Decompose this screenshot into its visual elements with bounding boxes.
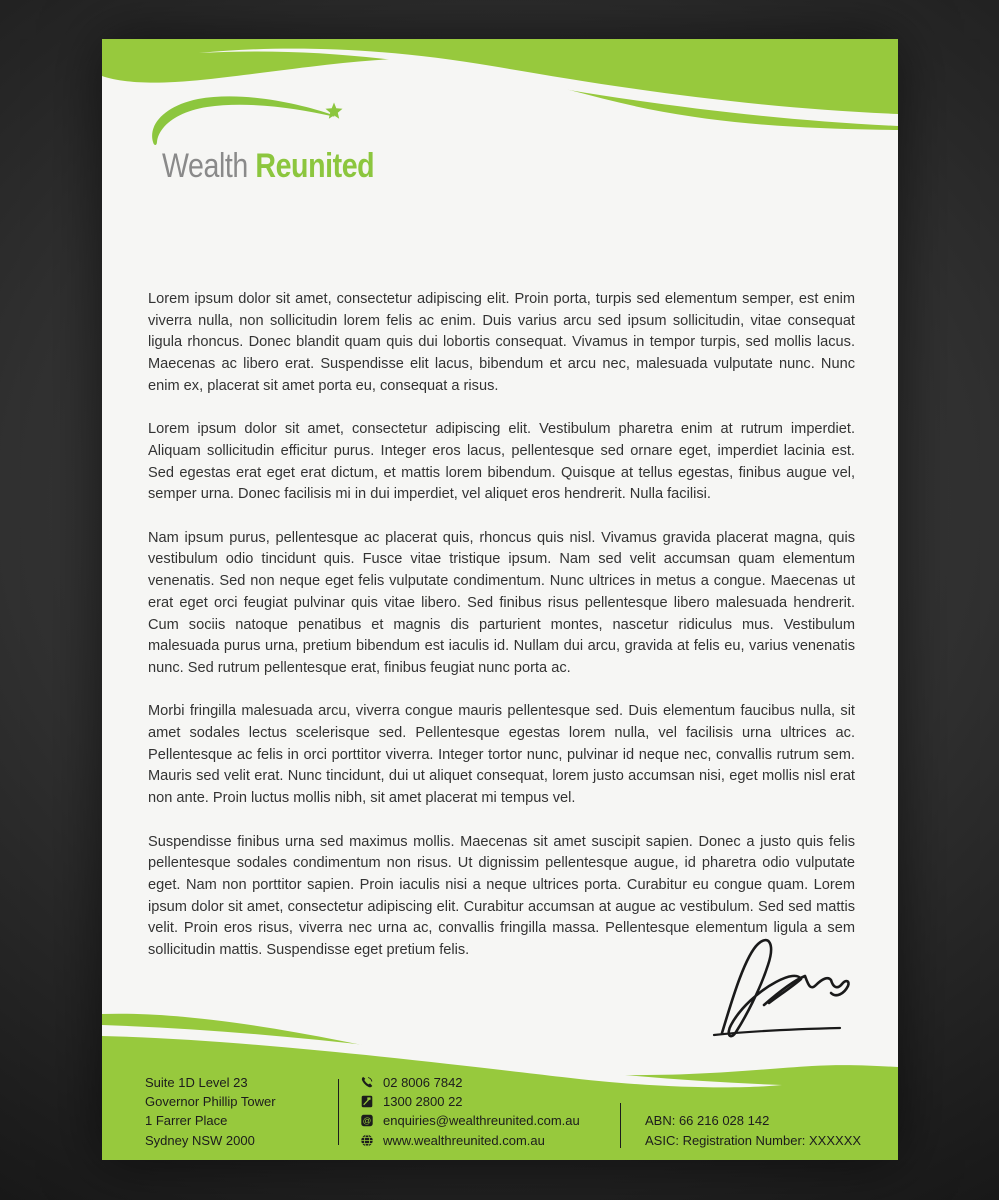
logo-word-wealth: Wealth — [162, 147, 248, 185]
logo-swoosh-arc — [146, 95, 346, 149]
registration-block — [645, 1111, 861, 1149]
address-line-2: Governor Phillip Tower — [145, 1094, 276, 1110]
globe-icon — [360, 1134, 374, 1147]
email-address: enquiries@wealthreunited.com.au — [383, 1113, 580, 1129]
phone-handset-icon — [360, 1076, 374, 1089]
logo-wordmark — [162, 147, 374, 186]
asic-registration: ASIC: Registration Number: XXXXXX — [645, 1132, 862, 1148]
website-row — [360, 1131, 580, 1150]
company-logo — [146, 95, 506, 195]
svg-text:@: @ — [362, 1115, 372, 1126]
paragraph-3: Nam ipsum purus, pellentesque ac placerat quis, rhoncus quis nisl. Vivamus gravida placerat magna, quis vestibulum odio tincidunt quis. Fusce vitae tristique ipsum. Nam sed velit accumsan quam elementum venenatis. Sed non neque eget felis vulputate condimentum. Nunc ultrices in metus a congue. Maecenas ut erat eget orci feugiat pulvinar quis vitae libero. Sed finibus risus pellentesque libero malesuada hendrerit. Cum sociis natoque penatibus et magnis dis parturient montes, nascetur ridiculus mus. Vestibulum malesuada purus urna, pretium bibendum est iaculis id. Nullam dui arcu, gravida at felis eu, varius venenatis nunc. Sed rutrum pellentesque erat, finibus feugiat nunc porta ac. — [148, 529, 855, 676]
paragraph-4: Morbi fringilla malesuada arcu, viverra congue mauris pellentesque sed. Duis elementum faucibus nulla, sit amet sodales lectus scelerisque sed. Pellentesque egestas lorem nulla, vel facilisis urna ultrices ac. Pellentesque ac felis in orci porttitor viverra. Integer tortor nunc, pulvinar id neque nec, convallis rutrum sem. Mauris sed velit erat. Nunc tincidunt, dui ut aliquet consequat, lorem justo accumsan nisi, eget mollis nisl erat non ante. Proin luctus mollis nibh, sit amet placerat mi tempus vel. — [148, 703, 855, 807]
paragraph-1: Lorem ipsum dolor sit amet, consectetur adipiscing elit. Proin porta, turpis sed elementum semper, est enim viverra nulla, non sollicitudin lorem felis ac enim. Duis varius arcu sed ipsum sollicitudin, vitae consequat ligula rhoncus. Donec blandit quam quis dui lobortis consequat. Vivamus in tempor turpis, sed mollis lacus. Maecenas ac libero erat. Suspendisse elit lacus, bibendum et arcu nec, malesuada vulputate nunc. Nunc enim ex, placerat sit amet porta eu, consequat a risus. — [148, 291, 855, 394]
address-line-4: Sydney NSW 2000 — [145, 1132, 255, 1148]
abn-number: ABN: 66 216 028 142 — [645, 1113, 770, 1129]
contact-block — [360, 1073, 580, 1150]
footer-divider-1 — [338, 1079, 339, 1145]
footer-divider-2 — [620, 1103, 621, 1148]
letter-body — [148, 289, 855, 983]
website-url: www.wealthreunited.com.au — [383, 1132, 545, 1148]
phone-number: 02 8006 7842 — [383, 1075, 463, 1091]
address-line-3: 1 Farrer Place — [145, 1113, 228, 1129]
paragraph-5: Suspendisse finibus urna sed maximus mollis. Maecenas sit amet suscipit sapien. Donec a justo quis felis pellentesque sodales condimentum non risus. Ut dignissim pellentesque augue, id pharetra odio vulputate eget. Nam non porttitor sapien. Proin iaculis nisi a neque ultrices porta. Curabitur eu congue quam. Lorem ipsum dolor sit amet, consectetur adipiscing elit. Curabitur accumsan at augue ac vestibulum. Sed sed mattis velit. Proin eros risus, viverra nec urna ac, convallis fringilla massa. Pellentesque elementum ligula a sem sollicitudin mattis. Suspendisse eget pretium felis. — [148, 833, 855, 959]
letterhead-page — [102, 39, 898, 1160]
address-block — [145, 1073, 276, 1150]
logo-word-reunited: Reunited — [255, 147, 375, 185]
email-at-icon — [360, 1114, 374, 1127]
phone-row — [360, 1073, 580, 1092]
email-row — [360, 1111, 580, 1130]
fax-number: 1300 2800 22 — [383, 1094, 463, 1110]
fax-row — [360, 1092, 580, 1111]
footer — [102, 1069, 898, 1160]
fax-machine-icon — [360, 1095, 374, 1108]
address-line-1: Suite 1D Level 23 — [145, 1075, 248, 1090]
paragraph-2: Lorem ipsum dolor sit amet, consectetur adipiscing elit. Vestibulum pharetra enim at rutrum imperdiet. Aliquam sollicitudin efficitur purus. Integer eros lacus, pellentesque sed ornare eget, imperdiet lacinia est. Sed egestas erat eget erat dictum, et mattis lorem bibendum. Quisque at tellus egestas, finibus augue vel, semper urna. Donec facilisis mi in dui imperdiet, vel aliquet eros hendrerit. Nulla facilisi. — [148, 421, 855, 503]
logo-arc-shape — [152, 96, 334, 145]
